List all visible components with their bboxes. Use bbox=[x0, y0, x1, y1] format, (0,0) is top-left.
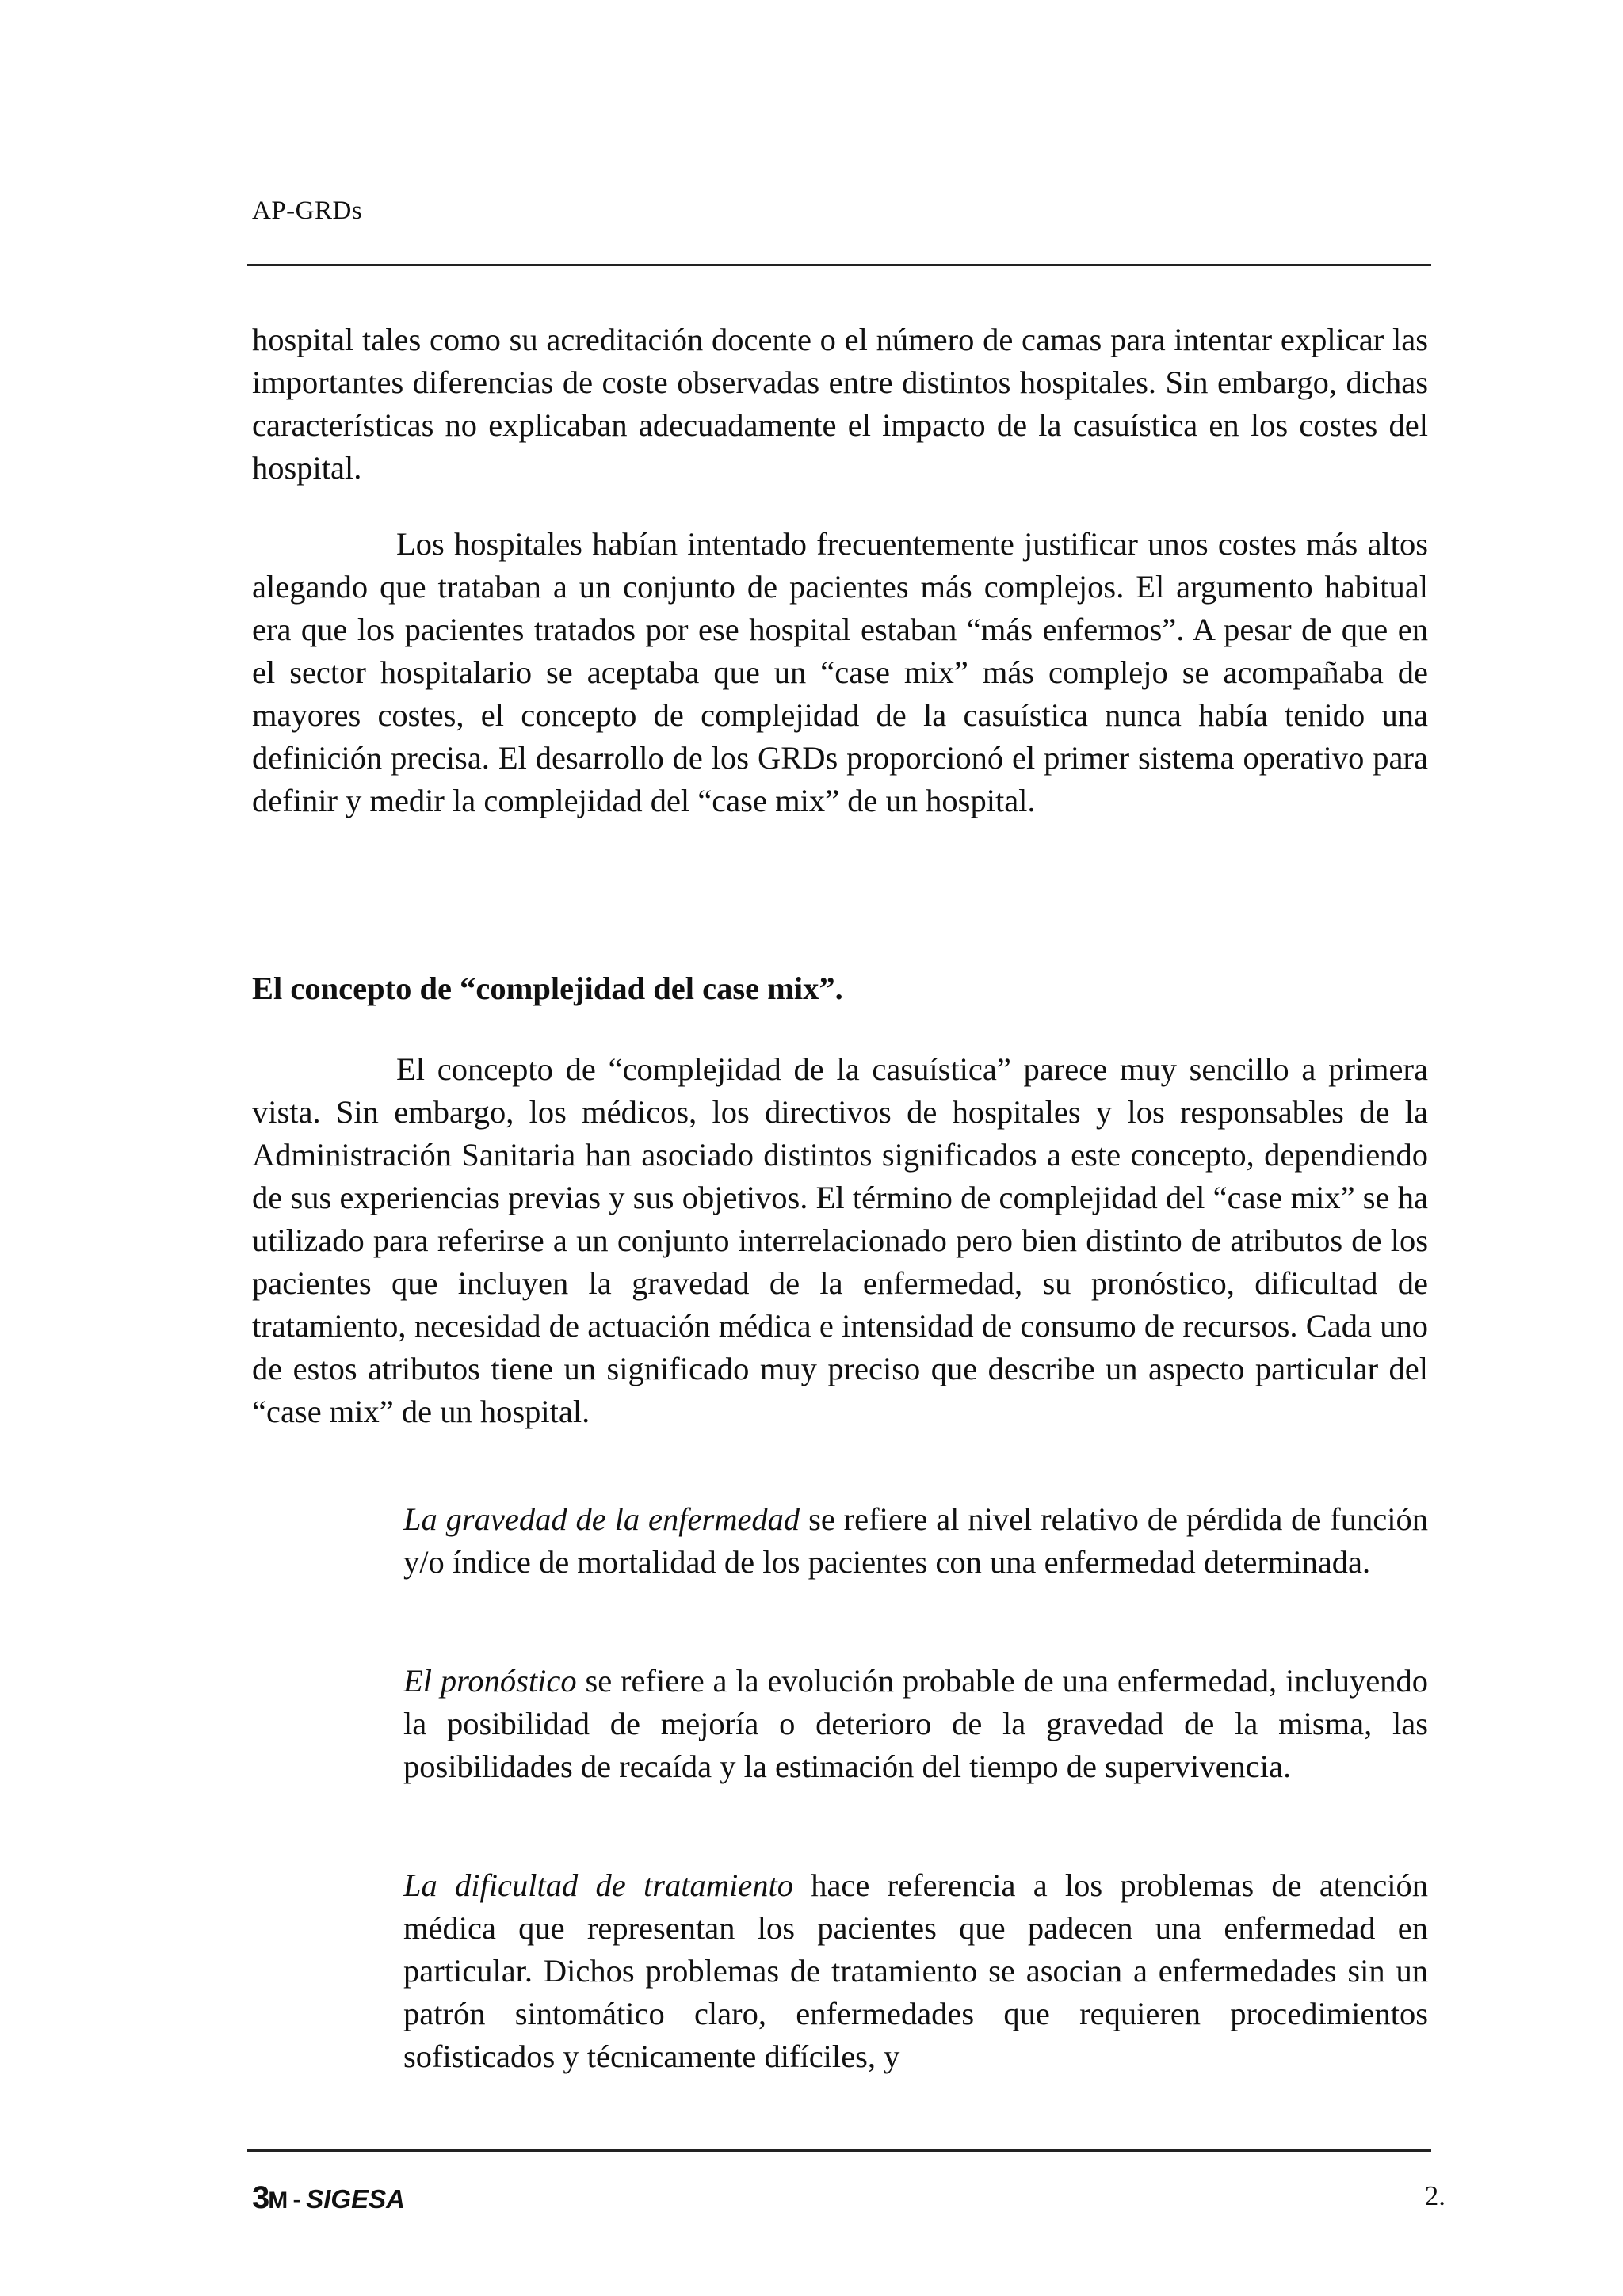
brand-m-logo: M bbox=[268, 2187, 288, 2214]
definition-text: se refiere al nivel relativo de pérdida de función y/o índice de mortalidad de los pacientes con una enfermedad determinada. bbox=[403, 1501, 1429, 1580]
paragraph-block-3 bbox=[252, 1048, 1428, 1433]
definition-term: La dificultad de tratamiento bbox=[403, 1867, 793, 1903]
definition-paragraph bbox=[403, 1498, 1428, 1584]
definition-treatment-difficulty bbox=[403, 1864, 1428, 2078]
definition-prognosis bbox=[403, 1660, 1428, 1788]
brand-separator: - bbox=[292, 2184, 302, 2214]
section-heading: El concepto de “complejidad del case mix”. bbox=[252, 971, 843, 1006]
definition-severity bbox=[403, 1498, 1428, 1584]
definition-text: se refiere a la evolución probable de una enfermedad, incluyendo la posibilidad de mejoría o deterioro de la gravedad de la misma, las posibilidades de recaída y la estimación del tiempo de supervivencia. bbox=[403, 1663, 1428, 1784]
brand-3m-logo: 3 bbox=[252, 2180, 269, 2215]
paragraph-block-2 bbox=[252, 523, 1428, 822]
paragraph-2: Los hospitales habían intentado frecuentemente justificar unos costes más altos alegando que trataban a un conjunto de pacientes más complejos. El argumento habitual era que los pacientes tratados por ese hospital estaban “más enfermos”. A pesar de que en el sector hospitalario se aceptaba que un “case mix” más complejo se acompañaba de mayores costes, el concepto de complejidad de la casuística nunca había tenido una definición precisa. El desarrollo de los GRDs proporcionó el primer sistema operativo para definir y medir la complejidad del “case mix” de un hospital. bbox=[252, 526, 1428, 818]
definition-text: hace referencia a los problemas de atención médica que representan los pacientes que padecen una enfermedad en particular. Dichos problemas de tratamiento se asocian a enfermedades sin un patrón sintomático claro, enfermedades que requieren procedimientos sofisticados y técnicamente difíciles, y bbox=[403, 1867, 1428, 2074]
paragraph-3: El concepto de “complejidad de la casuística” parece muy sencillo a primera vista. Sin embargo, los médicos, los directivos de hospitales y los responsables de la Administración Sanitaria han asociado distintos significados a este concepto, dependiendo de sus experiencias previas y sus objetivos. El término de complejidad del “case mix” se ha utilizado para referirse a un conjunto interrelacionado pero bien distinto de atributos de los pacientes que incluyen la gravedad de la enfermedad, su pronóstico, dificultad de tratamiento, necesidad de actuación médica e intensidad de consumo de recursos. Cada uno de estos atributos tiene un significado muy preciso que describe un aspecto particular del “case mix” de un hospital. bbox=[252, 1051, 1428, 1429]
footer-brand bbox=[252, 2180, 405, 2216]
running-header: AP-GRDs bbox=[252, 196, 363, 225]
paragraph-continuation bbox=[252, 318, 1428, 490]
header-rule bbox=[247, 264, 1431, 266]
definition-paragraph bbox=[403, 1660, 1428, 1788]
footer-rule bbox=[247, 2149, 1431, 2152]
brand-name: SIGESA bbox=[306, 2184, 405, 2214]
definition-paragraph bbox=[403, 1864, 1428, 2078]
definition-term: La gravedad de la enfermedad bbox=[403, 1501, 800, 1537]
definition-term: El pronóstico bbox=[403, 1663, 577, 1699]
paragraph-1: hospital tales como su acreditación docente o el número de camas para intentar explicar las importantes diferencias de coste observadas entre distintos hospitales. Sin embargo, dichas características no explicaban adecuadamente el impacto de la casuística en los costes del hospital. bbox=[252, 322, 1428, 486]
page-number: 2. bbox=[1424, 2180, 1445, 2211]
